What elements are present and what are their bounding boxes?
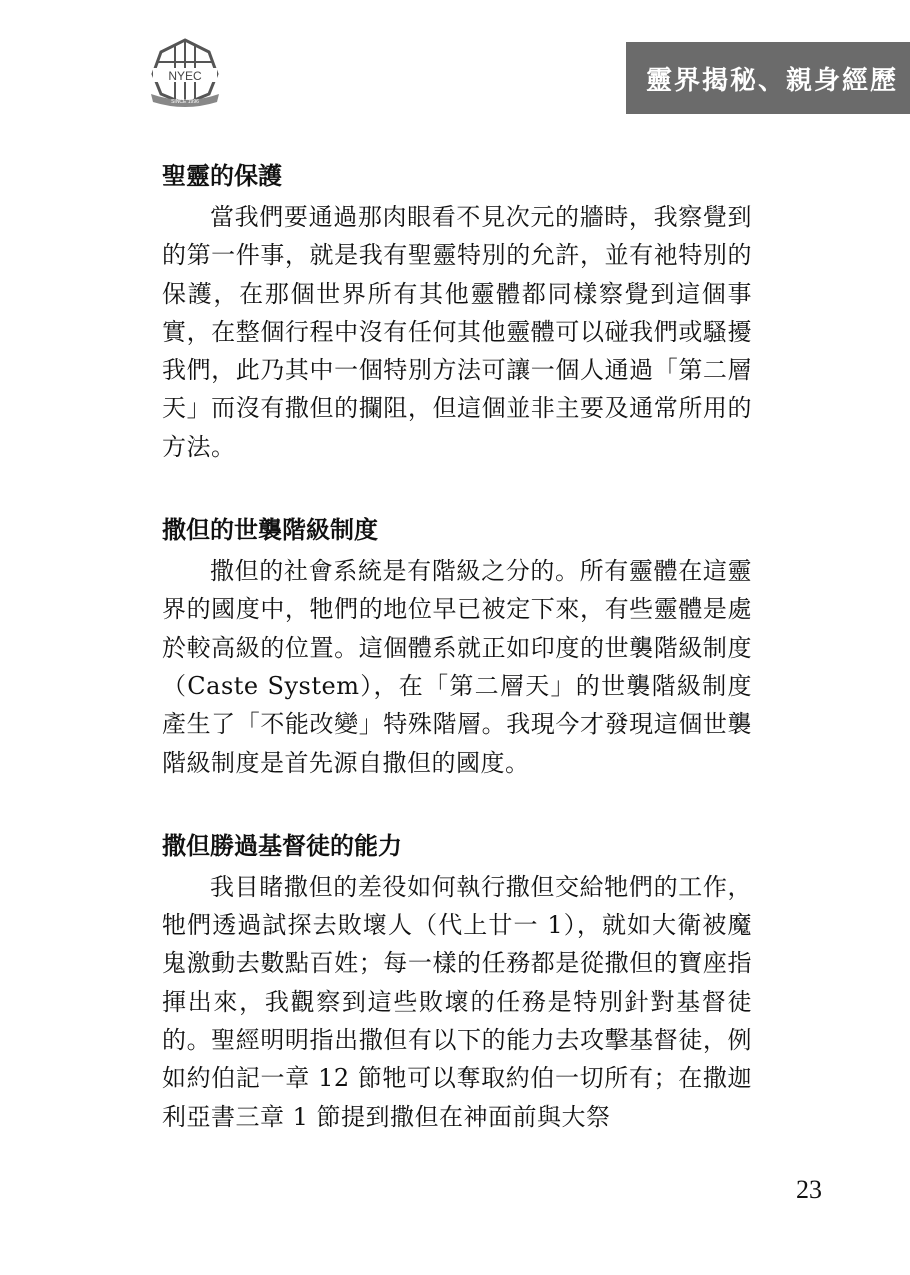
page-number: 23: [796, 1175, 822, 1204]
chapter-title: 靈界揭秘、親身經歷: [646, 65, 899, 96]
section-paragraph: 撒但的社會系統是有階級之分的。所有靈體在這靈界的國度中，牠們的地位早已被定下來，有些靈體是處於較高級的位置。這個體系就正如印度的世襲階級制度（Caste System），在「第二層天」的世襲階級制度產生了「不能改變」特殊階層。我現今才發現這個世襲階級制度是首先源自撒但的國度。: [162, 557, 752, 777]
section-paragraph: 我目睹撒但的差役如何執行撒但交給牠們的工作，牠們透過試探去敗壞人（代上廿一 1），就如大衛被魔鬼激動去數點百姓；每一樣的任務都是從撒但的寶座指揮出來，我觀察到這些敗壞的任務是特別針對基督徒的。聖經明明指出撒但有以下的能力去攻擊基督徒，例如約伯記一章 12 節牠可以奪取約伯一切所有；在撒迦利亞書三章 1 節提到撒但在神面前與大祭: [162, 872, 752, 1131]
page-content: [162, 158, 752, 1136]
section-heading: 撒但勝過基督徒的能力: [162, 831, 402, 860]
chapter-title-bar: [626, 42, 910, 114]
section-satan-caste-system: [162, 512, 752, 782]
nyec-logo-icon: [145, 38, 225, 110]
section-heading: 聖靈的保護: [162, 162, 282, 190]
section-satan-power-over-christians: [162, 828, 752, 1136]
svg-text:SINCE 1996: SINCE 1996: [171, 99, 199, 105]
section-heading: 撒但的世襲階級制度: [162, 516, 378, 545]
svg-text:NYEC: NYEC: [168, 69, 202, 83]
section-paragraph: 當我們要通過那肉眼看不見次元的牆時，我察覺到的第一件事，就是我有聖靈特別的允許，並有祂特別的保護，在那個世界所有其他靈體都同樣察覺到這個事實，在整個行程中沒有任何其他靈體可以碰我們或騷擾我們，此乃其中一個特別方法可讓一個人通過「第二層天」而沒有撒但的攔阻，但這個並非主要及通常所用的方法。: [162, 203, 752, 461]
nyec-logo: [145, 38, 225, 110]
section-holy-spirit-protection: [162, 158, 752, 466]
